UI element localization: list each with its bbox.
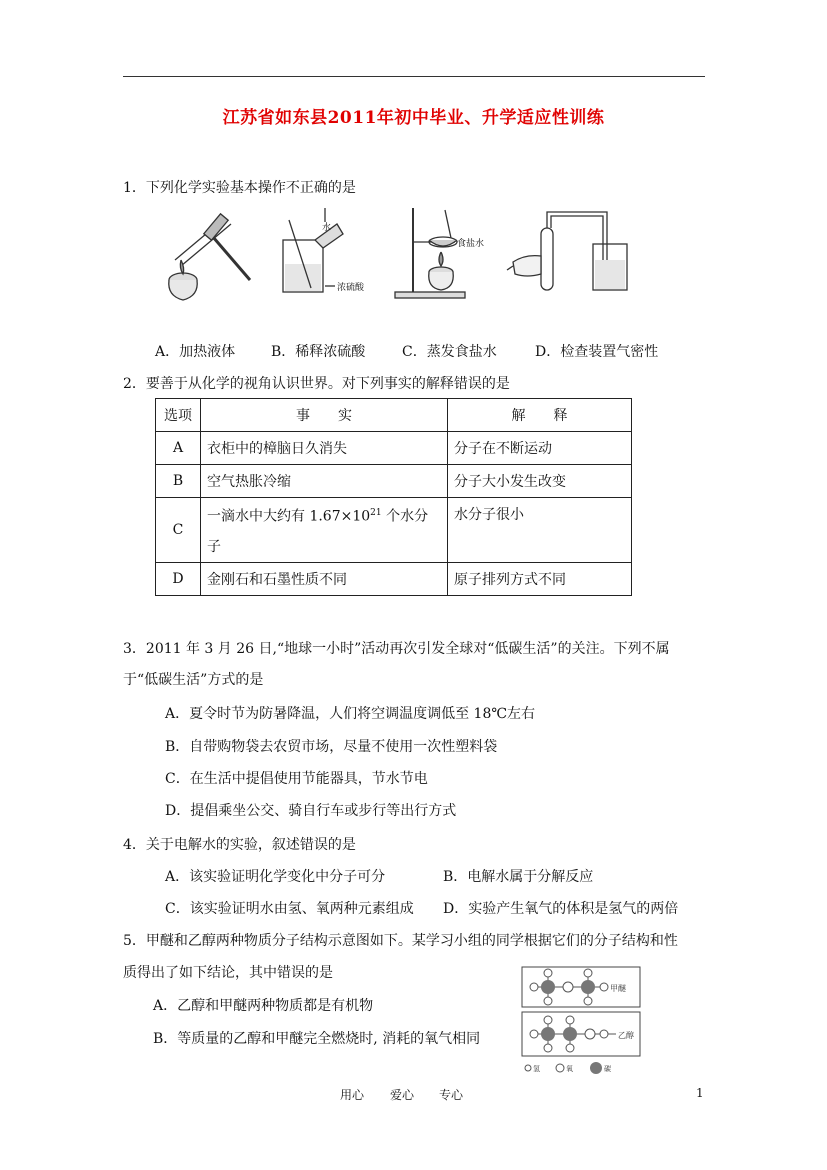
footer-motto-3: 专心 [439,1088,464,1102]
question-2-table [155,398,632,596]
label-ethanol: 乙醇 [618,1031,634,1040]
molecule-diagram [520,965,645,1077]
question-4-option-b[interactable]: B．电解水属于分解反应 [443,869,594,885]
table-header-row [156,399,632,432]
legend-oxygen: 氧 [566,1065,573,1073]
header-fact: 事 实 [201,399,448,432]
figure-evaporation [395,208,465,298]
table-row [156,498,632,563]
row-option: B [156,465,201,498]
footer-motto-2: 爱心 [390,1088,415,1102]
row-fact: 金刚石和石墨性质不同 [201,563,448,596]
fact-text: 一滴水中大约有 1.67×10 [207,508,371,525]
row-fact [201,498,448,563]
question-5-stem-line1: 5．甲醚和乙醇两种物质分子结构示意图如下。某学习小组的同学根据它们的分子结构和性 [123,933,678,949]
table-row [156,465,632,498]
row-option: C [156,498,201,563]
table-row [156,563,632,596]
question-1-option-b[interactable]: B．稀释浓硫酸 [271,344,366,360]
row-explanation: 水分子很小 [448,498,632,563]
question-4-option-a[interactable]: A．该实验证明化学变化中分子可分 [165,869,386,885]
row-explanation: 原子排列方式不同 [448,563,632,596]
table-row [156,432,632,465]
question-3-option-a[interactable]: A．夏令时节为防暑降温，人们将空调温度调低至 18℃左右 [165,706,536,722]
row-explanation: 分子在不断运动 [448,432,632,465]
page-number: 1 [696,1086,704,1100]
question-1-option-a[interactable]: A．加热液体 [155,344,236,360]
row-option: A [156,432,201,465]
question-5-option-b[interactable]: B．等质量的乙醇和甲醚完全燃烧时, 消耗的氧气相同 [153,1031,481,1047]
question-3-stem-line1: 3．2011 年 3 月 26 日,“地球一小时”活动再次引发全球对“低碳生活”的关注。下列不属 [123,641,670,657]
question-1-option-c[interactable]: C．蒸发食盐水 [402,344,497,360]
question-5-stem-line2: 质得出了如下结论，其中错误的是 [123,965,333,981]
row-fact: 空气热胀冷缩 [201,465,448,498]
page-title: 江苏省如东县2011年初中毕业、升学适应性训练 [222,108,605,128]
lab-operations-figure [155,200,675,310]
row-fact: 衣柜中的樟脑日久消失 [201,432,448,465]
label-water: 水 [322,223,332,233]
label-conc-acid: 浓硫酸 [337,283,365,293]
question-1-option-d[interactable]: D．检查装置气密性 [535,344,659,360]
label-salt-water: 食盐水 [457,239,485,249]
molecule-legend [525,1062,611,1074]
fact-exponent: 21 [370,508,382,519]
question-5-option-a[interactable]: A．乙醇和甲醚两种物质都是有机物 [153,998,374,1014]
question-1-stem: 1．下列化学实验基本操作不正确的是 [123,180,356,196]
label-ether: 甲醚 [610,984,626,993]
header-option: 选项 [156,399,201,432]
question-3-stem-line2: 于“低碳生活”方式的是 [123,672,264,688]
question-4-option-c[interactable]: C．该实验证明水由氢、氧两种元素组成 [165,901,414,917]
fact-text-end: 个水分子 [207,508,429,555]
row-option: D [156,563,201,596]
figure-diluting-acid [283,208,343,292]
footer-motto-1: 用心 [340,1088,365,1102]
question-3-option-d[interactable]: D．提倡乘坐公交、骑自行车或步行等出行方式 [165,803,457,819]
question-4-option-d[interactable]: D．实验产生氧气的体积是氢气的两倍 [443,901,679,917]
row-explanation: 分子大小发生改变 [448,465,632,498]
question-4-stem: 4．关于电解水的实验，叙述错误的是 [123,837,356,853]
question-3-option-c[interactable]: C．在生活中提倡使用节能器具，节水节电 [165,771,428,787]
header-explanation: 解 释 [448,399,632,432]
question-3-option-b[interactable]: B．自带购物袋去农贸市场，尽量不使用一次性塑料袋 [165,739,498,755]
legend-hydrogen: 氢 [533,1065,540,1073]
question-2-stem: 2．要善于从化学的视角认识世界。对下列事实的解释错误的是 [123,376,510,392]
figure-heating-liquid [169,214,250,300]
header-rule [123,76,705,77]
legend-carbon: 碳 [604,1065,611,1073]
figure-airtightness [507,212,627,290]
